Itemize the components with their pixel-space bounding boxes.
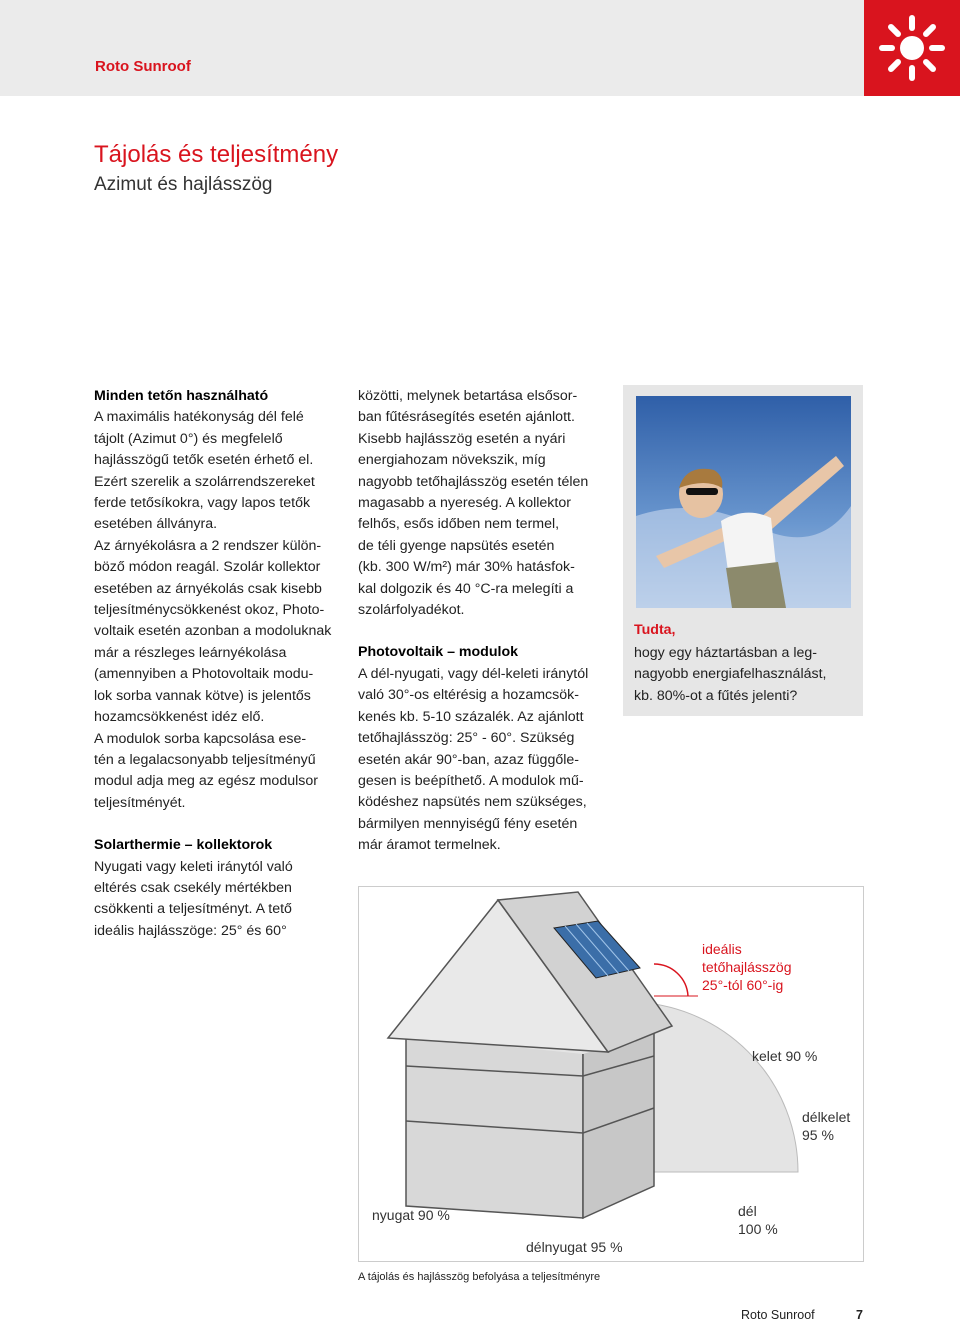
text-line: Az árnyékolásra a 2 rendszer külön- [94, 537, 322, 554]
text-line: energiahozam növekszik, míg [358, 452, 546, 469]
text-line: tén a legalacsonyabb teljesítményű [94, 751, 316, 768]
west-label: nyugat 90 % [372, 1207, 450, 1223]
text-column-1 [94, 386, 344, 942]
angle-label [702, 940, 792, 994]
southeast-label [802, 1108, 850, 1144]
text-line: kb. 80%-ot a fűtés jelenti? [634, 687, 798, 704]
text-line: lok sorba vannak kötve) is jelentős [94, 687, 311, 704]
text-line: délkelet [802, 1109, 851, 1125]
page-title: Tájolás és teljesítmény [94, 141, 339, 168]
text-line: teljesítménycsökkenést okoz, Photo- [94, 602, 325, 619]
diagram-caption: A tájolás és hajlásszög befolyása a teljesítményre [358, 1271, 601, 1283]
text-line: felhős, esős időben nem termel, [358, 516, 560, 533]
text-line: modul adja meg az egész modulsor [94, 773, 318, 790]
text-line: ideális [702, 941, 742, 957]
text-line: magasabb a nyereség. A kollektor [358, 495, 571, 512]
text-line: voltaik esetén azonban a modoluknak [94, 623, 332, 640]
text-line: esetén akár 90°-ban, azaz függőle- [358, 751, 579, 768]
orientation-diagram [358, 886, 864, 1262]
footer-brand: Roto Sunroof [741, 1308, 815, 1322]
text-line: tetőhajlásszög: 25° - 60°. Szükség [358, 730, 575, 747]
text-line: esetében az árnyékolás csak kisebb [94, 580, 322, 597]
text-line: hogy egy háztartásban a leg- [634, 645, 817, 661]
text-line: teljesítményét. [94, 794, 186, 811]
south-label [738, 1202, 778, 1238]
text-line: való 30°-os eltérésig a hozamcsök- [358, 687, 579, 704]
east-label: kelet 90 % [752, 1048, 818, 1064]
text-line: gesen is beépíthető. A modulok mű- [358, 772, 584, 789]
text-line: nagyobb tetőhajlásszög esetén télen [358, 473, 589, 490]
southwest-label: délnyugat 95 % [526, 1239, 623, 1255]
text-line: ködéshez napsütés nem szükséges, [358, 794, 587, 811]
text-line: de téli gyenge napsütés esetén [358, 537, 555, 554]
section-heading: Solarthermie – kollektorok [94, 837, 273, 854]
text-line: 25°-tól 60°-ig [702, 977, 784, 993]
text-line: hajlásszögű tetők esetén érhető el. [94, 452, 314, 469]
text-line: már a részleges leárnyékolása [94, 644, 287, 661]
page-number: 7 [856, 1308, 863, 1322]
text-line: Ezért szerelik a szolárrendszereket [94, 473, 315, 490]
text-line: 95 % [802, 1127, 834, 1143]
text-line: eltérés csak csekély mértékben [94, 879, 292, 896]
page-header [0, 0, 864, 96]
text-line: dél [738, 1203, 757, 1219]
sun-logo [864, 0, 960, 96]
text-line: tetőhajlásszög [702, 959, 792, 975]
text-line: (amennyiben a Photovoltaik modu- [94, 666, 314, 683]
text-line: tájolt (Azimut 0°) és megfelelő [94, 430, 283, 447]
text-line: böző módon reagál. Szolár kollektor [94, 559, 321, 576]
text-line: ferde tetősíkokra, vagy lapos tetők [94, 495, 311, 512]
text-line: szolárfolyadékot. [358, 602, 465, 619]
tudta-heading: Tudta, [634, 622, 676, 638]
text-line: már áramot termelnek. [358, 837, 501, 854]
child-photo [636, 396, 851, 608]
page-subtitle: Azimut és hajlásszög [94, 174, 273, 195]
text-line: közötti, melynek betartása elsősor- [358, 388, 578, 404]
text-line: kal dolgozik és 40 °C-ra melegíti a [358, 580, 574, 597]
text-line: csökkenti a teljesítményt. A tető [94, 901, 292, 918]
sun-icon [864, 0, 960, 96]
text-line: Kisebb hajlásszög esetén a nyári [358, 430, 566, 447]
text-line: A dél-nyugati, vagy dél-keleti iránytól [358, 665, 589, 682]
text-column-2 [358, 386, 608, 857]
text-line: esetében állványra. [94, 516, 218, 533]
text-line: kenés kb. 5-10 százalék. Az ajánlott [358, 708, 584, 725]
text-line: hozamcsökkenést idéz elő. [94, 709, 265, 726]
text-line: A modulok sorba kapcsolása ese- [94, 730, 307, 747]
text-line: nagyobb energiafelhasználást, [634, 666, 827, 683]
text-line: bármilyen mennyiségű fény esetén [358, 815, 578, 832]
text-line: Nyugati vagy keleti iránytól való [94, 858, 293, 875]
tudta-text [634, 643, 859, 707]
text-line: ideális hajlásszöge: 25° és 60° [94, 922, 287, 939]
text-line: A maximális hatékonyság dél felé [94, 409, 304, 426]
brand-name: Roto Sunroof [95, 58, 191, 75]
section-heading: Photovoltaik – modulok [358, 644, 519, 661]
text-line: (kb. 300 W/m²) már 30% hatásfok- [358, 559, 575, 576]
text-line: 100 % [738, 1221, 778, 1237]
text-line: ban fűtésrásegítés esetén ajánlott. [358, 409, 575, 426]
section-heading: Minden tetőn használható [94, 388, 269, 404]
